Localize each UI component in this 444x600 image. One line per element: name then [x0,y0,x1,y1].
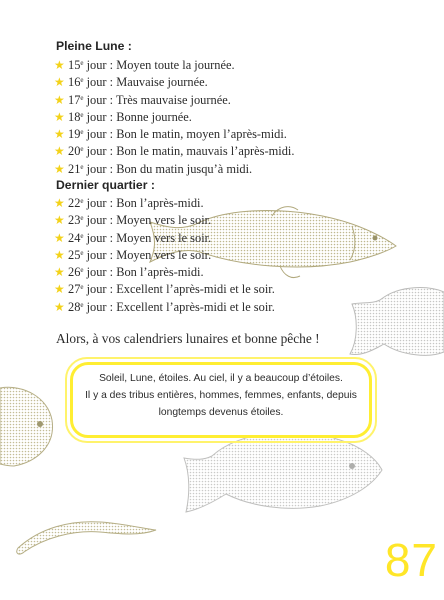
star-icon: ★ [54,213,65,228]
list-item: ★ 23e jour : Moyen vers le soir. [54,210,275,227]
eel-icon [17,522,156,554]
list-item: ★ 20e jour : Bon le matin, mauvais l’après-midi. [54,141,294,158]
star-icon: ★ [54,265,65,280]
quote-line: Soleil, Lune, étoiles. Au ciel, il y a beaucoup d’étoiles. [99,373,343,384]
star-icon: ★ [54,75,65,90]
quote-text [74,370,368,421]
list-item: ★ 16e jour : Mauvaise journée. [54,72,294,89]
perch-fish-icon [350,288,444,356]
list-item: ★ 28e jour : Excellent l’après-midi et le soir. [54,297,275,314]
closing-sentence: Alors, à vos calendriers lunaires et bonne pêche ! [56,331,320,346]
list-item: ★ 15e jour : Moyen toute la journée. [54,55,294,72]
list-item: ★ 18e jour : Bonne journée. [54,107,294,124]
bass-fish-icon [184,432,382,512]
list-item: ★ 27e jour : Excellent l’après-midi et le soir. [54,279,275,296]
star-icon: ★ [54,109,65,124]
star-icon: ★ [54,58,65,72]
quote-line: longtemps devenus étoiles. [158,407,284,418]
section-heading-pleine-lune: Pleine Lune : [56,39,132,53]
list-item: ★ 17e jour : Très mauvaise journée. [54,90,294,107]
list-item: ★ 19e jour : Bon le matin, moyen l’après-midi. [54,124,294,141]
star-icon: ★ [54,144,65,159]
dernier-quartier-list [54,193,275,314]
list-item: ★ 24e jour : Moyen vers le soir. [54,228,275,245]
list-item: ★ 25e jour : Moyen vers le soir. [54,245,275,262]
quote-line: Il y a des tribus entières, hommes, femmes, enfants, depuis [85,390,357,401]
star-icon: ★ [54,127,65,142]
star-icon: ★ [54,299,65,314]
list-item: ★ 22e jour : Bon l’après-midi. [54,193,275,210]
pleine-lune-list [54,55,294,176]
section-heading-dernier-quartier: Dernier quartier : [56,178,155,192]
list-item: ★ 21e jour : Bon du matin jusqu’à midi. [54,159,294,176]
list-item: ★ 26e jour : Bon l’après-midi. [54,262,275,279]
star-icon: ★ [54,282,65,297]
star-icon: ★ [54,161,65,176]
flatfish-icon [0,387,53,466]
star-icon: ★ [54,92,65,107]
page-number: 87 [384,534,438,586]
star-icon: ★ [54,247,65,262]
star-icon: ★ [54,196,65,210]
star-icon: ★ [54,230,65,245]
